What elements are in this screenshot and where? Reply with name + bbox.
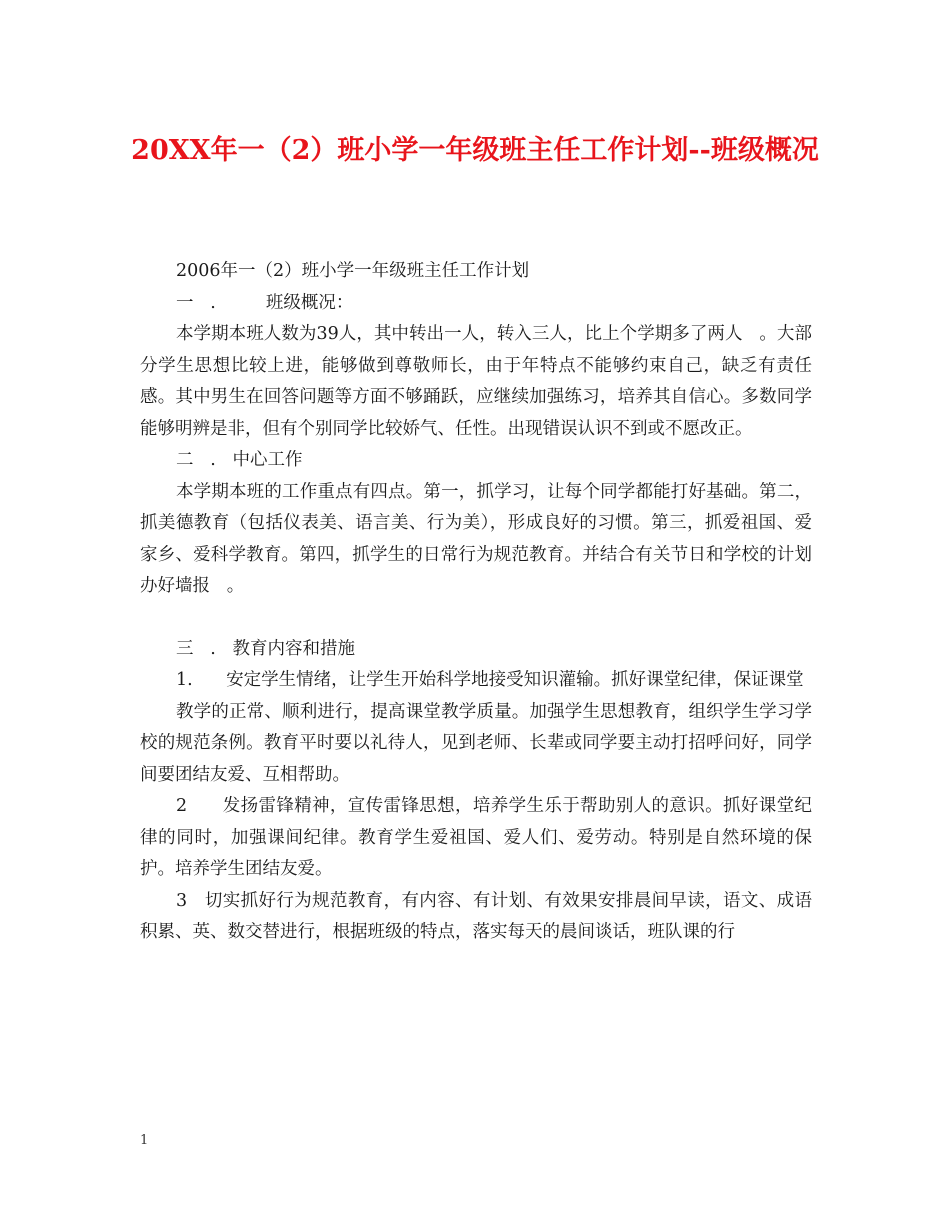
- section-heading-content-measures: 三 . 教育内容和措施: [176, 638, 355, 659]
- document-title: 20XX年一（2）班小学一年级班主任工作计划--班级概况: [131, 135, 819, 166]
- section-heading-central-work: 二 . 中心工作: [176, 450, 303, 470]
- paragraph-class-overview: 本学期本班人数为39人，其中转出一人，转入三人，比上个学期多了两人 。大部分学生思想比较上进，能够做到尊敬师长，由于年特点不能够约束自己，缺乏有责任感。其中男生在回答问题等方面不够踊跃，应继续加强练习，培养其自信心。多数同学能够明辨是非，但有个别同学比较娇气、任性。出现错误认识不到或不愿改正。: [140, 324, 812, 439]
- page-number: 1: [140, 1133, 149, 1148]
- document-body: [140, 256, 812, 949]
- paragraph-measure-1-continued: 教学的正常、顺利进行，提高课堂教学质量。加强学生思想教育，组织学生学习学校的规范条例。教育平时要以礼待人，见到老师、长辈或同学要主动打招呼问好，同学间要团结友爱、互相帮助。: [140, 701, 812, 785]
- paragraph-measure-3: 3 切实抓好行为规范教育，有内容、有计划、有效果安排晨间早读，语文、成语积累、英、数交替进行，根据班级的特点，落实每天的晨间谈话，班队课的行: [140, 890, 812, 942]
- paragraph-measure-2: 2 发扬雷锋精神，宣传雷锋思想，培养学生乐于帮助别人的意识。抓好课堂纪律的同时，加强课间纪律。教育学生爱祖国、爱人们、爱劳动。特别是自然环境的保护。培养学生团结友爱。: [140, 796, 812, 879]
- paragraph-central-work: 本学期本班的工作重点有四点。第一，抓学习，让每个同学都能打好基础。第二，抓美德教育（包括仪表美、语言美、行为美），形成良好的习惯。第三，抓爱祖国、爱家乡、爱科学教育。第四，抓学生的日常行为规范教育。并结合有关节日和学校的计划办好墙报 。: [140, 481, 812, 596]
- paragraph-plan-heading: 2006年一（2）班小学一年级班主任工作计划: [176, 261, 530, 281]
- paragraph-measure-1: 1. 安定学生情绪，让学生开始科学地接受知识灌输。抓好课堂纪律，保证课堂: [176, 670, 804, 690]
- section-heading-class-overview: 一 . 班级概况：: [176, 292, 354, 313]
- paragraph-spacer: [140, 603, 812, 634]
